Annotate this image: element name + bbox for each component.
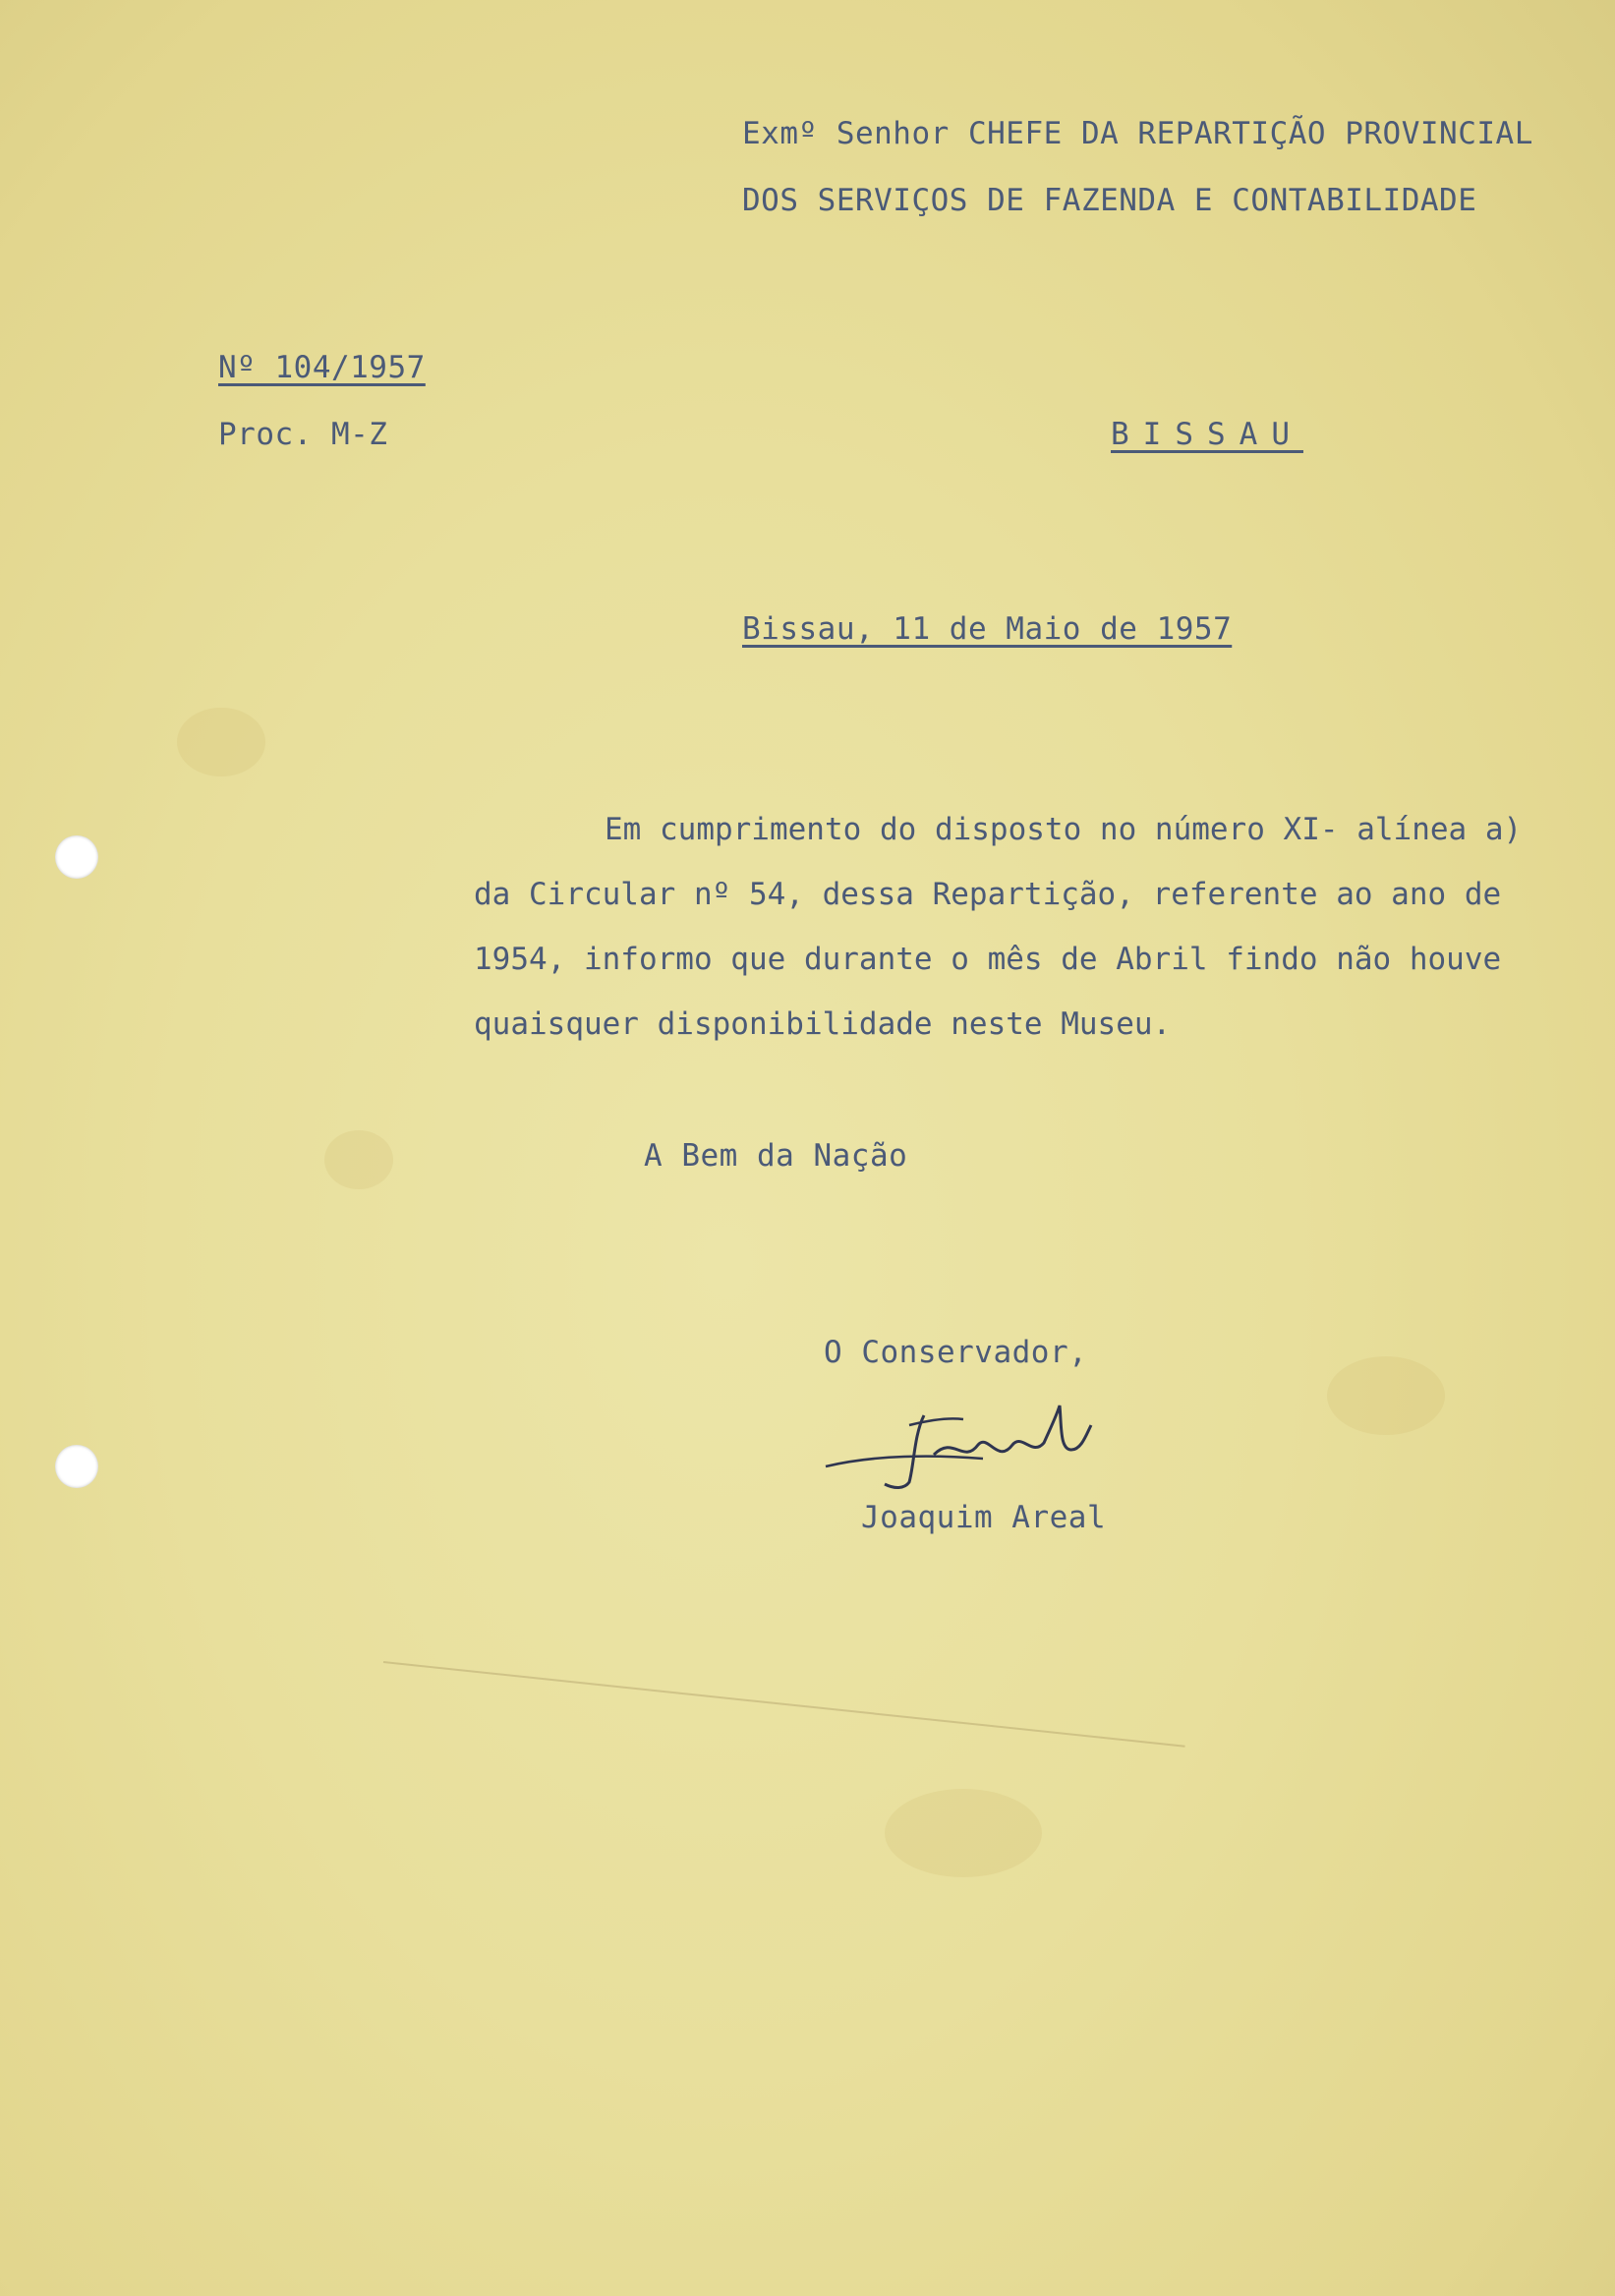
signer-name: Joaquim Areal — [861, 1500, 1107, 1535]
process-code: Proc. M-Z — [218, 417, 388, 452]
signer-title: O Conservador, — [824, 1335, 1088, 1370]
paper-stain — [1327, 1356, 1445, 1435]
paper-stain — [885, 1789, 1042, 1877]
paper-stain — [177, 708, 265, 776]
signature-icon — [816, 1396, 1130, 1504]
paper-stain — [324, 1130, 393, 1189]
closing-salutation: A Bem da Nação — [644, 1138, 908, 1174]
paper-crease — [383, 1661, 1185, 1748]
handwritten-signature — [816, 1396, 1130, 1504]
punch-hole-bottom — [55, 1445, 98, 1488]
body-line-1: Em cumprimento do disposto no número XI- alínea a) — [605, 812, 1523, 847]
addressee-line-1: Exmº Senhor CHEFE DA REPARTIÇÃO PROVINCIAL — [742, 116, 1533, 151]
body-line-3: 1954, informo que durante o mês de Abril findo não houve — [474, 942, 1502, 977]
date-line: Bissau, 11 de Maio de 1957 — [742, 611, 1233, 647]
addressee-line-2: DOS SERVIÇOS DE FAZENDA E CONTABILIDADE — [742, 183, 1477, 218]
body-line-2: da Circular nº 54, dessa Repartição, referente ao ano de — [474, 877, 1502, 912]
punch-hole-top — [55, 835, 98, 879]
body-line-4: quaisquer disponibilidade neste Museu. — [474, 1006, 1172, 1042]
destination-city: BISSAU — [1111, 417, 1303, 452]
reference-number: Nº 104/1957 — [218, 350, 426, 385]
